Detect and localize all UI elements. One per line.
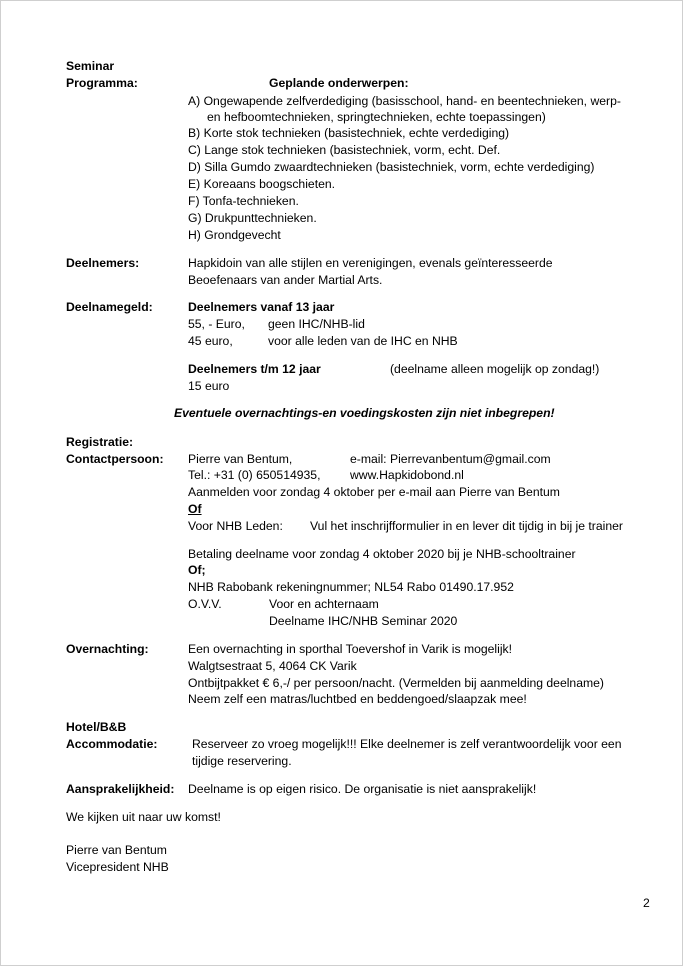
contactpersoon-label: Contactpersoon:: [66, 452, 164, 466]
program-item-g: G) Drukpunttechnieken.: [188, 211, 317, 225]
ovv-line-2: Deelname IHC/NHB Seminar 2020: [269, 614, 458, 628]
deelnemers-label: Deelnemers:: [66, 256, 140, 270]
group1-heading: Deelnemers vanaf 13 jaar: [188, 300, 335, 314]
overnachting-line-4: Neem zelf een matras/luchtbed en beddengoed/slaapzak mee!: [188, 692, 527, 706]
bank-account: NHB Rabobank rekeningnummer; NL54 Rabo 01490.17.952: [188, 580, 514, 594]
hotel-label: Hotel/B&B: [66, 720, 127, 734]
group1-desc-2: voor alle leden van de IHC en NHB: [268, 334, 458, 348]
deelnemers-line-2: Beoefenaars van ander Martial Arts.: [188, 273, 383, 287]
aansprakelijkheid-text: Deelname is op eigen risico. De organisatie is niet aansprakelijk!: [188, 782, 537, 796]
program-item-d: D) Silla Gumdo zwaardtechnieken (basistechniek, vorm, echte verdediging): [188, 160, 595, 174]
contact-phone: Tel.: +31 (0) 650514935,: [188, 468, 321, 482]
signature-title: Vicepresident NHB: [66, 860, 169, 874]
signature-name: Pierre van Bentum: [66, 843, 167, 857]
program-heading: Geplande onderwerpen:: [269, 76, 409, 90]
nhb-members-text: Vul het inschrijfformulier in en lever dit tijdig in bij je trainer: [310, 519, 623, 533]
overnachting-line-3: Ontbijtpakket € 6,-/ per persoon/nacht. (Vermelden bij aanmelding deelname): [188, 676, 604, 690]
group2-price: 15 euro: [188, 379, 230, 393]
costs-notice: Eventuele overnachtings-en voedingskosten zijn niet inbegrepen!: [174, 406, 555, 420]
group2-note: (deelname alleen mogelijk op zondag!): [390, 362, 600, 376]
aansprakelijkheid-label: Aansprakelijkheid:: [66, 782, 175, 796]
aanmelden-text: Aanmelden voor zondag 4 oktober per e-mail aan Pierre van Bentum: [188, 485, 560, 499]
betaling-text: Betaling deelname voor zondag 4 oktober 2020 bij je NHB-schooltrainer: [188, 547, 576, 561]
contact-email[interactable]: e-mail: Pierrevanbentum@gmail.com: [350, 452, 551, 466]
overnachting-line-1: Een overnachting in sporthal Toevershof in Varik is mogelijk!: [188, 642, 513, 656]
programma-label: Programma:: [66, 76, 138, 90]
website-link[interactable]: www.Hapkidobond.nl: [350, 468, 464, 482]
registratie-label: Registratie:: [66, 435, 134, 449]
of-separator-1: Of: [188, 502, 202, 516]
program-item-e: E) Koreaans boogschieten.: [188, 177, 336, 191]
ovv-label: O.V.V.: [188, 597, 222, 611]
program-item-f: F) Tonfa-technieken.: [188, 194, 299, 208]
of-separator-2: Of;: [188, 563, 206, 577]
group1-price-2: 45 euro,: [188, 334, 233, 348]
program-item-b: B) Korte stok technieken (basistechniek, echte verdediging): [188, 126, 510, 140]
page-number: 2: [643, 896, 650, 910]
overnachting-line-2: Walgtsestraat 5, 4064 CK Varik: [188, 659, 357, 673]
accommodatie-label: Accommodatie:: [66, 737, 158, 751]
nhb-members-label: Voor NHB Leden:: [188, 519, 283, 533]
hotel-line-2: tijdige reservering.: [192, 754, 292, 768]
closing-text: We kijken uit naar uw komst!: [66, 810, 221, 824]
contact-name: Pierre van Bentum,: [188, 452, 293, 466]
program-item-a: A) Ongewapende zelfverdediging (basisschool, hand- en beentechnieken, werp-: [188, 94, 621, 108]
program-item-h: H) Grondgevecht: [188, 228, 281, 242]
hotel-line-1: Reserveer zo vroeg mogelijk!!! Elke deelnemer is zelf verantwoordelijk voor een: [192, 737, 622, 751]
overnachting-label: Overnachting:: [66, 642, 149, 656]
group2-heading: Deelnemers t/m 12 jaar: [188, 362, 321, 376]
group1-price-1: 55, - Euro,: [188, 317, 245, 331]
seminar-label: Seminar: [66, 59, 115, 73]
program-item-c: C) Lange stok technieken (basistechniek, vorm, echt. Def.: [188, 143, 501, 157]
deelnamegeld-label: Deelnamegeld:: [66, 300, 153, 314]
group1-desc-1: geen IHC/NHB-lid: [268, 317, 365, 331]
deelnemers-line-1: Hapkidoin van alle stijlen en verenigingen, evenals geïnteresseerde: [188, 256, 553, 270]
ovv-line-1: Voor en achternaam: [269, 597, 379, 611]
program-item-a-cont: en hefboomtechnieken, springtechnieken, echte toepassingen): [207, 110, 546, 124]
